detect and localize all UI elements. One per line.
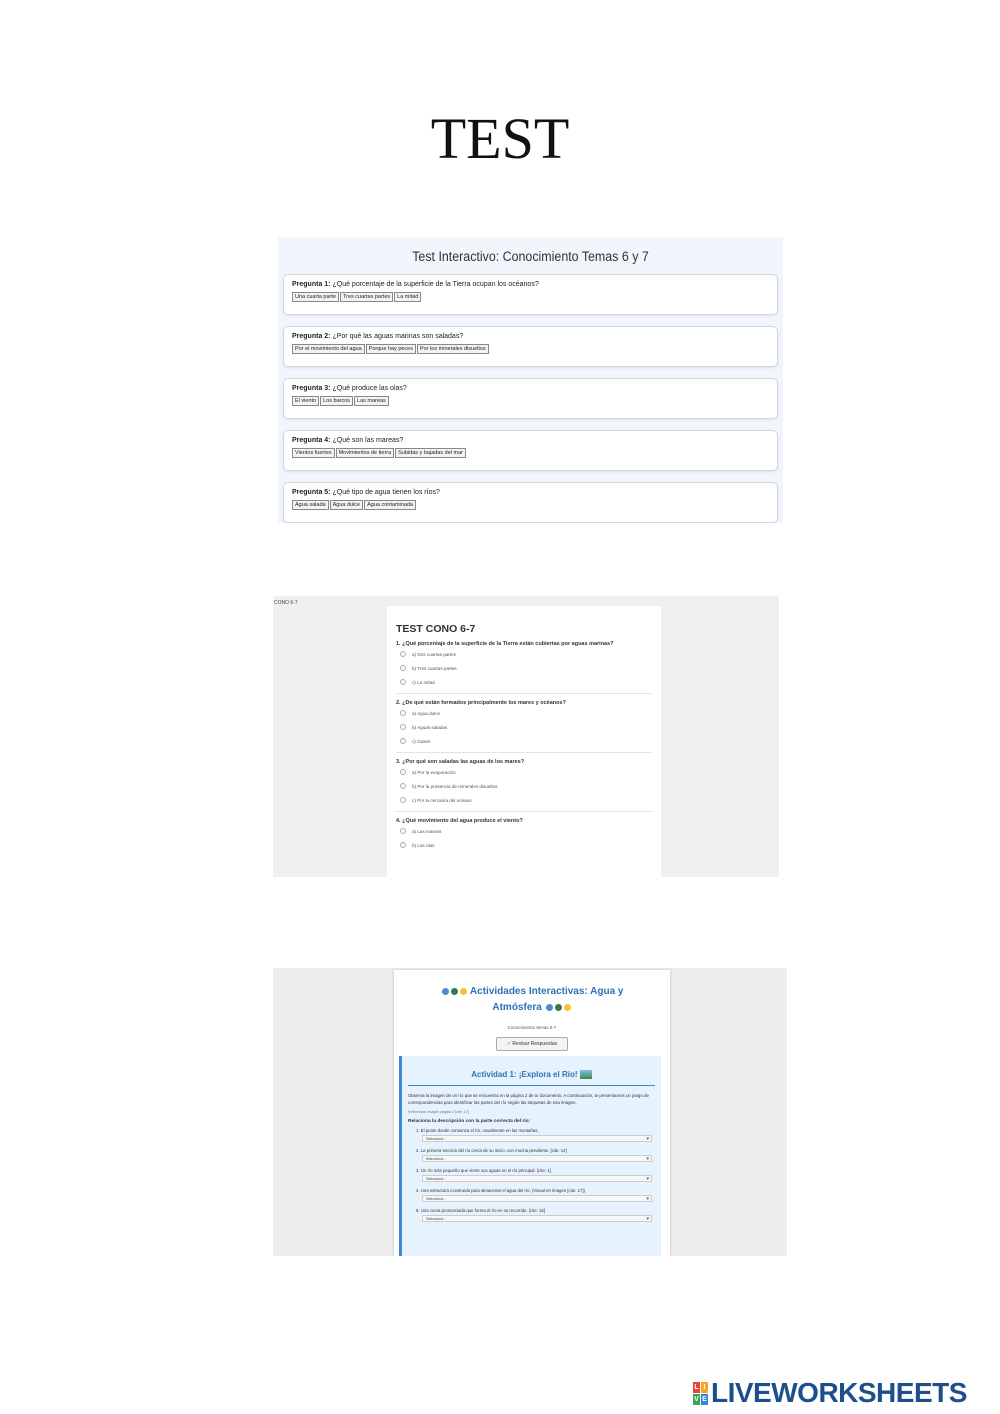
radio-option[interactable] [400, 651, 652, 657]
radio-option[interactable] [400, 710, 652, 716]
activity-instruction: Relaciona la descripción con la parte correcta del río: [408, 1119, 531, 1125]
answer-button[interactable]: Por los minerales disueltos [417, 344, 489, 354]
radio-label: c) Por la cercanía del océano [412, 797, 472, 803]
river-image-icon [580, 1070, 592, 1079]
radio-option[interactable] [400, 828, 652, 834]
sun-icon [460, 988, 467, 995]
check-answers-button[interactable] [496, 1037, 568, 1051]
question-label: Pregunta 3: [292, 385, 331, 392]
question-text [292, 437, 769, 444]
activities-title-line2: Atmósfera [492, 1002, 542, 1013]
question-card [283, 274, 778, 315]
check-answers-label: Revisar Respuestas [512, 1041, 558, 1047]
radio-option[interactable] [400, 769, 652, 775]
activity-1-section [399, 1056, 661, 1256]
answer-options [292, 292, 769, 302]
tab-label: CONO 6-7 [274, 600, 298, 606]
answer-options [292, 448, 769, 458]
match-item: 5. Una curva pronunciada que forma el río en su recorrido. [cite: 15] [416, 1208, 545, 1214]
question-text [292, 281, 769, 288]
radio-option[interactable] [400, 679, 652, 685]
answer-button[interactable]: Subidas y bajadas del mar [395, 448, 466, 458]
globe-icon [555, 1004, 562, 1011]
form-heading: TEST CONO 6-7 [396, 623, 476, 635]
wave-icon [546, 1004, 553, 1011]
answer-button[interactable]: Vientos fuertes [292, 448, 335, 458]
question-body: ¿Qué porcentaje de la superficie de la Tierra ocupan los océanos? [332, 281, 539, 288]
screenshot-interactive-test [278, 237, 783, 523]
question-text: 4. ¿Qué movimiento del agua produce el viento? [396, 818, 523, 824]
answer-button[interactable]: Porque hay peces [366, 344, 416, 354]
wave-icon [442, 988, 449, 995]
logo-mark-icon: L I V E [694, 1383, 707, 1403]
radio-option[interactable] [400, 783, 652, 789]
form-panel [387, 606, 661, 877]
question-text [292, 385, 769, 392]
question-text: 2. ¿De qué están formados principalmente los mares y océanos? [396, 700, 566, 706]
logo-text: LIVEWORKSHEETS [711, 1377, 967, 1408]
radio-option[interactable] [400, 797, 652, 803]
question-body: ¿Qué tipo de agua tienen los ríos? [332, 489, 440, 496]
activities-panel [394, 970, 670, 1256]
radio-label: b) Tres cuartas partes [412, 665, 457, 671]
divider [396, 693, 652, 694]
radio-button[interactable] [400, 738, 406, 744]
match-select[interactable]: Selecciona... ▾ [422, 1155, 652, 1162]
match-item: 4. Una estructura construida para almacenar el agua del río. (Visual en imagen [cite: 17]) [416, 1188, 586, 1194]
question-body: ¿Por qué las aguas marinas son saladas? [332, 333, 464, 340]
question-label: Pregunta 2: [292, 333, 331, 340]
globe-icon [451, 988, 458, 995]
match-item: 1. El punto donde comienza el río, usualmente en las montañas. [416, 1128, 539, 1134]
match-select[interactable]: Selecciona... ▾ [422, 1195, 652, 1202]
question-text: 1. ¿Qué porcentaje de la superficie de la Tierra están cubiertas por aguas marinas? [396, 641, 614, 647]
match-item: 3. Un río más pequeño que vierte sus aguas en el río principal. [cite: 1] [416, 1168, 551, 1174]
answer-button[interactable]: Una cuarta parte [292, 292, 339, 302]
liveworksheets-logo [693, 1377, 967, 1409]
question-text: 3. ¿Por qué son saladas las aguas de los mares? [396, 759, 525, 765]
radio-option[interactable] [400, 665, 652, 671]
answer-button[interactable]: Los barcos [320, 396, 353, 406]
answer-button[interactable]: El viento [292, 396, 319, 406]
activities-subtitle: Conocimiento temas 6-7 [507, 1025, 557, 1030]
activities-title [394, 984, 670, 1016]
question-label: Pregunta 5: [292, 489, 331, 496]
divider [396, 752, 652, 753]
radio-button[interactable] [400, 783, 406, 789]
radio-label: a) Por la evaporación [412, 769, 456, 775]
answer-button[interactable]: Agua contaminada [364, 500, 416, 510]
match-select[interactable]: Selecciona... ▾ [422, 1135, 652, 1142]
answer-button[interactable]: Agua salada [292, 500, 329, 510]
radio-button[interactable] [400, 828, 406, 834]
question-text [292, 489, 769, 496]
radio-option[interactable] [400, 738, 652, 744]
activity-1-title [408, 1070, 655, 1086]
answer-button[interactable]: Agua dulce [330, 500, 364, 510]
radio-label: b) Las olas [412, 842, 435, 848]
answer-button[interactable]: La mitad [394, 292, 421, 302]
activities-title-line1: Actividades Interactivas: Agua y [469, 986, 624, 997]
question-label: Pregunta 1: [292, 281, 331, 288]
activity-reference: Referencia: Imagen página 2 [cite: 17] [408, 1110, 469, 1115]
question-card [283, 430, 778, 471]
check-icon: ✔ [506, 1041, 513, 1047]
question-body: ¿Qué produce las olas? [332, 385, 407, 392]
answer-options [292, 396, 769, 406]
answer-options [292, 500, 769, 510]
radio-label: c) La mitad [412, 679, 435, 685]
answer-button[interactable]: Movimientos de tierra [336, 448, 395, 458]
radio-option[interactable] [400, 724, 652, 730]
radio-label: a) Agua dulce [412, 710, 441, 716]
radio-button[interactable] [400, 665, 406, 671]
activity-intro: Observa la imagen de un río que se encuentra en la página 2 de tu documento. A continuación, te presentamos un juego de correspondencias para identificar las partes del río según las etiquetas de esa imagen. [408, 1093, 649, 1106]
question-card [283, 378, 778, 419]
answer-options [292, 344, 769, 354]
question-body: ¿Qué son las mareas? [332, 437, 404, 444]
question-card [283, 326, 778, 367]
radio-label: b) Aguas saladas [412, 724, 448, 730]
match-select[interactable]: Selecciona... ▾ [422, 1175, 652, 1182]
radio-button[interactable] [400, 724, 406, 730]
radio-button[interactable] [400, 651, 406, 657]
answer-button[interactable]: Las mareas [354, 396, 389, 406]
question-label: Pregunta 4: [292, 437, 331, 444]
radio-label: a) Dos cuartas partes [412, 651, 456, 657]
radio-label: a) Las mareas [412, 828, 442, 834]
activity-1-title-text: Actividad 1: ¡Explora el Río! [471, 1070, 578, 1079]
match-select[interactable]: Selecciona... ▾ [422, 1215, 652, 1222]
radio-label: b) Por la presencia de minerales disueltos [412, 783, 498, 789]
radio-option[interactable] [400, 842, 652, 848]
match-item: 2. La primera sección del río cerca de su inicio, con mucha pendiente. [cite: 14] [416, 1148, 567, 1154]
radio-button[interactable] [400, 769, 406, 775]
radio-button[interactable] [400, 842, 406, 848]
divider [396, 811, 652, 812]
page-title: TEST [430, 106, 570, 171]
sun-icon [564, 1004, 571, 1011]
screenshot-form-test [273, 596, 779, 877]
answer-button[interactable]: Por el movimiento del agua [292, 344, 365, 354]
answer-button[interactable]: Tres cuartas partes [340, 292, 393, 302]
test-heading: Test Interactivo: Conocimiento Temas 6 y 7 [412, 249, 649, 264]
question-text [292, 333, 769, 340]
radio-button[interactable] [400, 797, 406, 803]
radio-button[interactable] [400, 710, 406, 716]
radio-label: c) Gases [412, 738, 431, 744]
question-card [283, 482, 778, 523]
radio-button[interactable] [400, 679, 406, 685]
screenshot-activities [273, 968, 787, 1256]
